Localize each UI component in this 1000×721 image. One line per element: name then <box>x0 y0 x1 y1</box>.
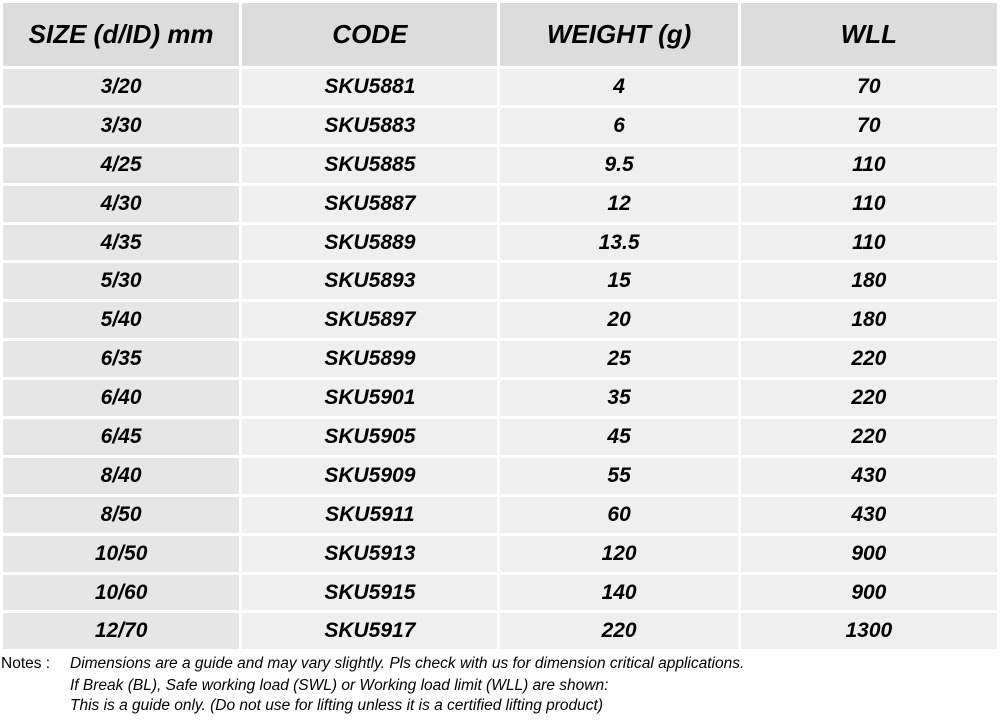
header-row <box>3 3 997 66</box>
table-row <box>3 341 997 377</box>
table-row <box>3 263 997 299</box>
table-row <box>3 225 997 261</box>
weight-cell: 6 <box>500 108 737 144</box>
weight-cell: 35 <box>500 380 737 416</box>
note-line: If Break (BL), Safe working load (SWL) or Working load limit (WLL) are shown: <box>70 677 609 694</box>
header-weight: WEIGHT (g) <box>500 3 737 66</box>
weight-cell: 120 <box>500 536 737 572</box>
code-cell: SKU5917 <box>242 613 497 649</box>
size-cell: 5/30 <box>3 263 239 299</box>
weight-cell: 220 <box>500 613 737 649</box>
code-cell: SKU5901 <box>242 380 497 416</box>
wll-cell: 900 <box>741 536 997 572</box>
size-cell: 5/40 <box>3 302 239 338</box>
size-cell: 10/60 <box>3 575 239 611</box>
size-cell: 4/30 <box>3 186 239 222</box>
weight-cell: 4 <box>500 69 737 105</box>
table-row <box>3 302 997 338</box>
wll-cell: 220 <box>741 419 997 455</box>
wll-cell: 430 <box>741 497 997 533</box>
wll-cell: 900 <box>741 575 997 611</box>
table-row <box>3 458 997 494</box>
size-cell: 8/50 <box>3 497 239 533</box>
size-cell: 4/35 <box>3 225 239 261</box>
wll-cell: 220 <box>741 380 997 416</box>
table-row <box>3 536 997 572</box>
wll-cell: 110 <box>741 225 997 261</box>
weight-cell: 140 <box>500 575 737 611</box>
wll-cell: 110 <box>741 147 997 183</box>
weight-cell: 60 <box>500 497 737 533</box>
code-cell: SKU5883 <box>242 108 497 144</box>
header-code: CODE <box>242 3 497 66</box>
code-cell: SKU5899 <box>242 341 497 377</box>
code-cell: SKU5893 <box>242 263 497 299</box>
weight-cell: 15 <box>500 263 737 299</box>
weight-cell: 55 <box>500 458 737 494</box>
table-row <box>3 613 997 649</box>
code-cell: SKU5911 <box>242 497 497 533</box>
size-cell: 6/40 <box>3 380 239 416</box>
table-body <box>3 69 997 649</box>
code-cell: SKU5909 <box>242 458 497 494</box>
table-row <box>3 69 997 105</box>
table-row <box>3 186 997 222</box>
code-cell: SKU5897 <box>242 302 497 338</box>
note-line: This is a guide only. (Do not use for lifting unless it is a certified lifting product) <box>70 697 603 714</box>
table-row <box>3 380 997 416</box>
size-cell: 4/25 <box>3 147 239 183</box>
header-size: SIZE (d/ID) mm <box>3 3 239 66</box>
size-cell: 12/70 <box>3 613 239 649</box>
wll-cell: 430 <box>741 458 997 494</box>
wll-cell: 70 <box>741 69 997 105</box>
wll-cell: 70 <box>741 108 997 144</box>
size-cell: 10/50 <box>3 536 239 572</box>
wll-cell: 1300 <box>741 613 997 649</box>
weight-cell: 45 <box>500 419 737 455</box>
wll-cell: 180 <box>741 302 997 338</box>
size-cell: 3/30 <box>3 108 239 144</box>
table-row <box>3 108 997 144</box>
weight-cell: 25 <box>500 341 737 377</box>
table-row <box>3 497 997 533</box>
notes-label: Notes : <box>1 655 51 672</box>
table-row <box>3 147 997 183</box>
code-cell: SKU5905 <box>242 419 497 455</box>
code-cell: SKU5881 <box>242 69 497 105</box>
code-cell: SKU5913 <box>242 536 497 572</box>
wll-cell: 180 <box>741 263 997 299</box>
weight-cell: 9.5 <box>500 147 737 183</box>
weight-cell: 13.5 <box>500 225 737 261</box>
code-cell: SKU5915 <box>242 575 497 611</box>
table-row <box>3 575 997 611</box>
header-wll: WLL <box>741 3 997 66</box>
weight-cell: 12 <box>500 186 737 222</box>
note-line: Dimensions are a guide and may vary slightly. Pls check with us for dimension critical applications. <box>70 655 745 672</box>
wll-cell: 110 <box>741 186 997 222</box>
code-cell: SKU5885 <box>242 147 497 183</box>
wll-cell: 220 <box>741 341 997 377</box>
size-cell: 3/20 <box>3 69 239 105</box>
code-cell: SKU5889 <box>242 225 497 261</box>
size-cell: 6/35 <box>3 341 239 377</box>
size-cell: 8/40 <box>3 458 239 494</box>
size-cell: 6/45 <box>3 419 239 455</box>
weight-cell: 20 <box>500 302 737 338</box>
table-row <box>3 419 997 455</box>
code-cell: SKU5887 <box>242 186 497 222</box>
